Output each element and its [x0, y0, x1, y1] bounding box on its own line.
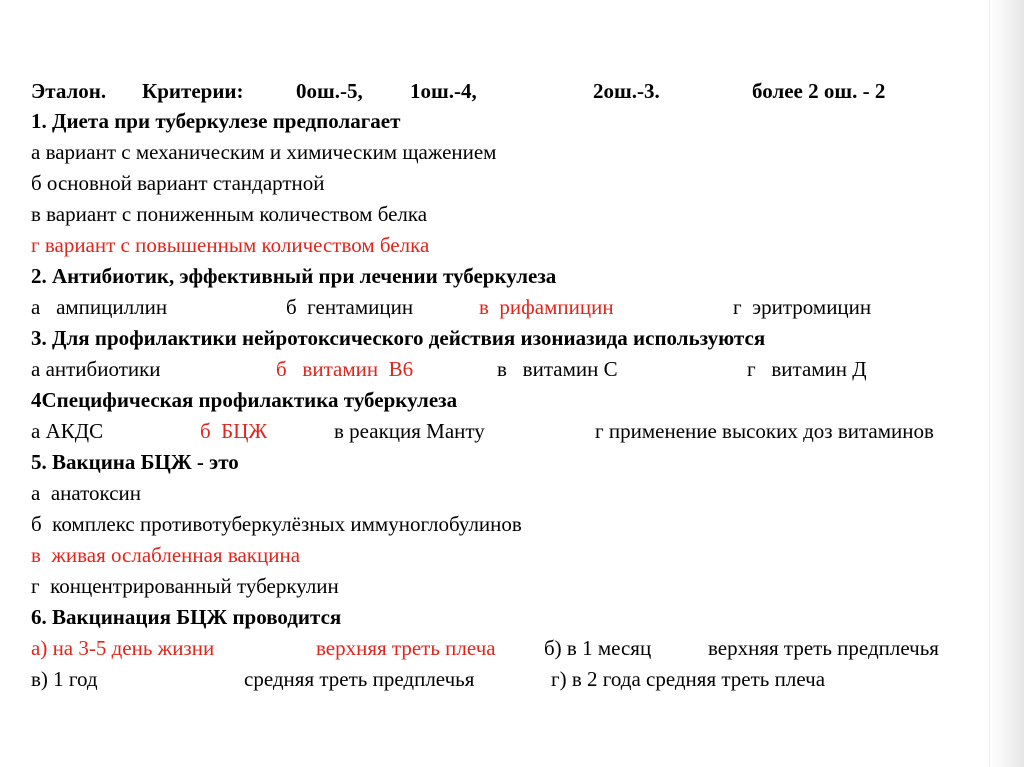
criteria-more-errors: более 2 ош. - 2 — [752, 79, 886, 103]
q2-option-b: б гентамицин — [286, 295, 414, 319]
q2-option-a: а ампициллин — [31, 295, 168, 319]
question-3: 3. Для профилактики нейротоксического действия изониазида используются — [31, 326, 766, 350]
q1-option-a: а вариант с механическим и химическим щажением — [31, 140, 497, 164]
question-6: 6. Вакцинация БЦЖ проводится — [31, 605, 342, 629]
q1-option-c: в вариант с пониженным количеством белка — [31, 202, 428, 226]
etalon-label: Эталон. — [31, 79, 107, 103]
q3-option-b-correct: б витамин В6 — [276, 357, 414, 381]
q6-option-a-time-correct: а) на 3-5 день жизни — [31, 636, 215, 660]
q6-option-d: г) в 2 года средняя треть плеча — [551, 667, 826, 691]
question-5: 5. Вакцина БЦЖ - это — [31, 450, 239, 474]
criteria-1-error: 1ош.-4, — [410, 79, 477, 103]
q3-option-a: а антибиотики — [31, 357, 161, 381]
q2-option-c-correct: в рифампицин — [479, 295, 614, 319]
criteria-label: Критерии: — [142, 79, 244, 103]
q5-option-b: б комплекс противотуберкулёзных иммуноглобулинов — [31, 512, 522, 536]
criteria-2-errors: 2ош.-3. — [593, 79, 660, 103]
question-4: 4Специфическая профилактика туберкулеза — [31, 388, 458, 412]
q4-option-b-correct: б БЦЖ — [200, 419, 268, 443]
q3-option-d: г витамин Д — [747, 357, 867, 381]
question-2: 2. Антибиотик, эффективный при лечении туберкулеза — [31, 264, 557, 288]
q5-option-c-correct: в живая ослабленная вакцина — [31, 543, 301, 567]
q6-option-b-time: б) в 1 месяц — [544, 636, 652, 660]
page-fold-edge — [989, 0, 990, 767]
q6-option-b-site: верхняя треть предплечья — [708, 636, 939, 660]
q5-option-d: г концентрированный туберкулин — [31, 574, 339, 598]
q4-option-a: а АКДС — [31, 419, 104, 443]
q4-option-c: в реакция Манту — [334, 419, 485, 443]
q2-option-d: г эритромицин — [733, 295, 872, 319]
q4-option-d: г применение высоких доз витаминов — [595, 419, 934, 443]
q6-option-a-site-correct: верхняя треть плеча — [316, 636, 496, 660]
q3-option-c: в витамин С — [497, 357, 618, 381]
q6-option-c-site: средняя треть предплечья — [244, 667, 475, 691]
question-1: 1. Диета при туберкулезе предполагает — [31, 109, 401, 133]
q6-option-c-time: в) 1 год — [31, 667, 98, 691]
q5-option-a: а анатоксин — [31, 481, 142, 505]
page-fold-shadow — [990, 0, 1024, 767]
q1-option-d-correct: г вариант с повышенным количеством белка — [31, 233, 430, 257]
criteria-0-errors: 0ош.-5, — [296, 79, 363, 103]
q1-option-b: б основной вариант стандартной — [31, 171, 325, 195]
